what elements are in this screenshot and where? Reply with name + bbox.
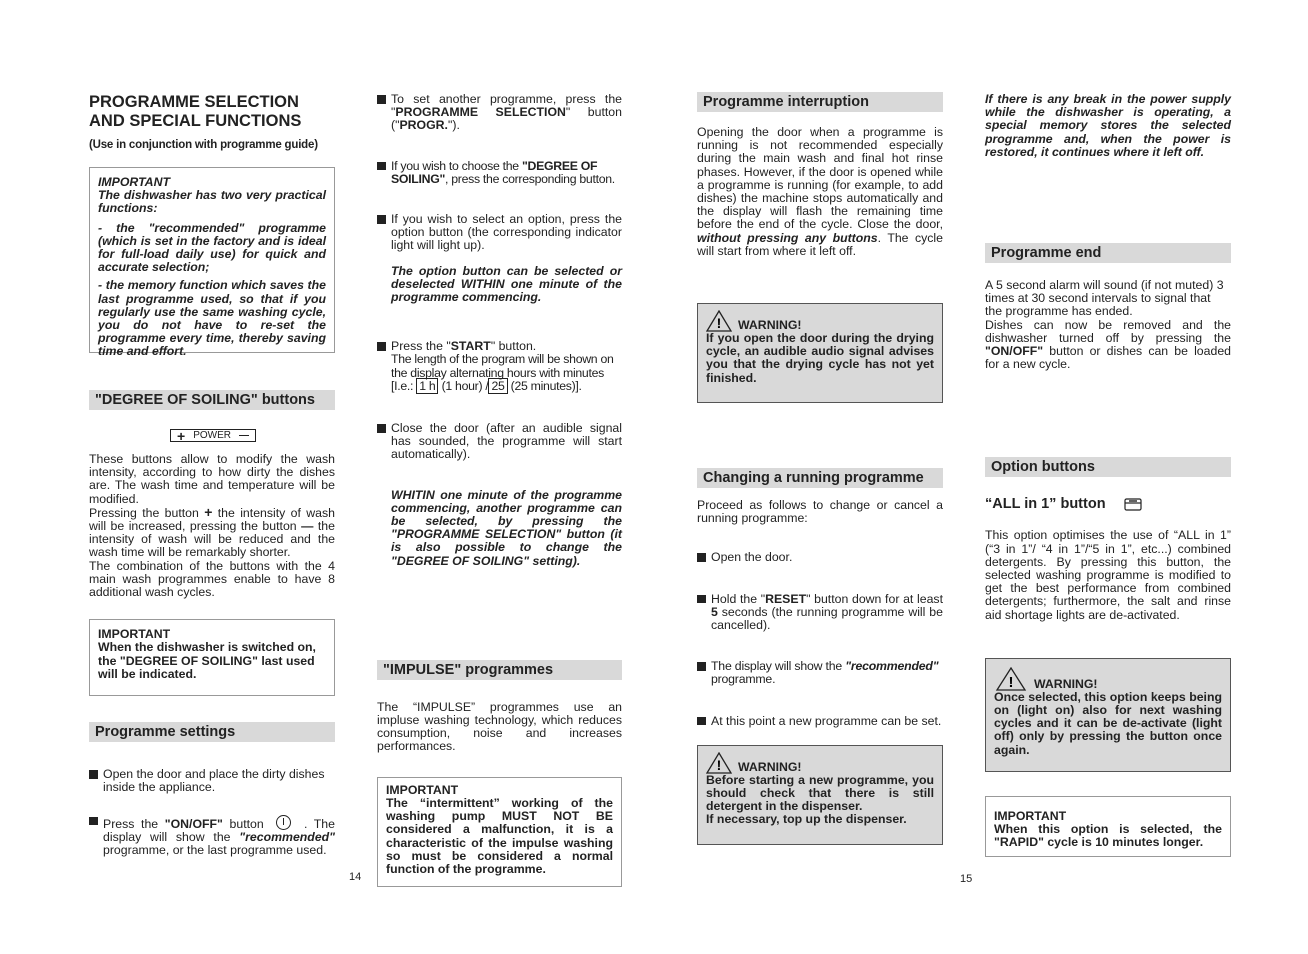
changing-text: Proceed as follows to change or cancel a running programme: [697,498,943,526]
warning-body-1: Before starting a new programme, you should check that there is still detergent in the dispenser. [706,772,934,814]
programme-selection-label: PROGRAMME SELECTION [395,105,566,120]
power-button-diagram [170,429,256,442]
power-break-note: If there is any break in the power supply while the dishwasher is operating, a special memory stores the selected programme and, when the power is restored, it continues where it left off. [985,92,1231,159]
changing-bullet-1: Open the door. [697,551,943,564]
changing-bullet-3 [697,660,943,686]
warning-head: WARNING! [738,317,802,332]
page-subtitle: (Use in conjunction with programme guide) [89,139,318,151]
start-label: START [450,339,491,354]
page-number-right: 15 [960,873,973,885]
settings-bullet-1: Open the door and place the dirty dishes inside the appliance. [89,768,335,794]
text: button or dishes can be loaded for a new cycle. [985,344,1232,372]
changing-heading: Changing a running programme [697,468,943,488]
seconds-value: 5 [711,604,718,619]
right-page-column-2 [985,93,1231,857]
svg-text:!: ! [1008,673,1014,691]
warning-body: If you open the door during the drying cycle, an audible audio signal advises you that the drying cycle has not yet finished. [706,331,934,385]
display-25: 25 [488,378,507,394]
end-text-1: A 5 second alarm will sound (if not muted) 3 times at 30 second intervals to signal that the programme has ended. [985,278,1224,319]
col2-bullet-5: Close the door (after an audible signal has sounded, the programme will start automatically). [377,422,622,462]
text: To set another programme, press the " [391,92,622,120]
svg-text:!: ! [716,756,722,773]
emphasis: without pressing any buttons [697,230,878,245]
impulse-heading: "IMPULSE" programmes [377,660,622,680]
important-box-impulse [377,777,622,887]
allin1-heading: “ALL in 1” button [985,496,1106,513]
col2-bullet-1 [377,93,622,133]
important-body: When the dishwasher is switched on, the "DEGREE OF SOILING" last used will be indicated. [98,640,316,681]
dishwasher-icon [1124,498,1142,511]
soiling-text-2a: Pressing the button [89,505,199,520]
display-1h: 1 h [416,378,438,394]
page-number-left: 14 [349,871,362,883]
interruption-text [697,126,943,258]
allin1-heading-row [985,496,1231,512]
text: , press the corresponding button. [445,171,615,186]
col2-bullet-2 [377,160,622,186]
title-line-2: AND SPECIAL FUNCTIONS [89,111,302,130]
changing-bullet-4: At this point a new programme can be set. [697,715,943,728]
text: Dishes can now be removed and the dishwasher turned off by pressing the [985,317,1231,345]
important-body: When this option is selected, the "RAPID" cycle is 10 minutes longer. [994,822,1222,850]
svg-text:!: ! [716,315,722,332]
warning-header [994,667,1222,691]
text: The display will show the [711,659,843,674]
soiling-text-1: These buttons allow to modify the wash intensity, according to how dirty the dishes are. The wash time and temperature will be modified. [89,452,335,506]
important-head: IMPORTANT [386,782,459,797]
left-page-column-1 [89,93,335,857]
onoff-label: "ON/OFF" [985,344,1044,359]
important-head: IMPORTANT [994,808,1067,823]
progr-label: PROGR. [399,118,448,133]
settings-bullet-2 [89,815,335,858]
degree-of-soiling-label: "DEGREE OF SOILING" [391,158,598,186]
option-heading: Option buttons [985,457,1231,477]
text: Press the [103,816,159,831]
text: Hold the " [711,591,766,606]
important-head: IMPORTANT [98,175,170,189]
text: seconds (the running programme will be cancelled). [711,604,943,633]
col2-bullet-3: If you wish to select an option, press the option button (the corresponding indicator light will light up). [377,213,622,253]
text: Opening the door when a programme is running is not recommended especially during the main wash and final hot rinse phases. However, if the door is opened while a programme is running (for example, to add dishes) the machine stops automatically and the display will flash the remaining time before the end of the cycle. Close the door, [697,125,943,232]
text: programme. [711,672,776,687]
title-line-1: PROGRAMME SELECTION [89,93,299,111]
warning-body-2: If necessary, top up the dispenser. [706,812,907,827]
end-heading: Programme end [985,243,1231,263]
important-box-functions [89,167,335,359]
text: . The display will show the [103,816,335,844]
text: Press the " [391,339,451,354]
important-head: IMPORTANT [98,627,171,642]
interruption-heading: Programme interruption [697,92,943,112]
important-box-rapid [985,796,1231,857]
important-box-soiling [89,619,335,696]
option-note: The option button can be selected or deselected WITHIN one minute of the programme commencing. [391,263,622,305]
warning-body: Once selected, this option keeps being on (light on) also for next washing cycles and it can be de-activate (light off) only by pressing the button once again. [994,689,1222,757]
changing-bullet-2 [697,593,943,633]
text: . The cycle will start from where it left off. [697,230,944,258]
end-text-2 [985,319,1231,372]
impulse-text: The “IMPULSE” programmes use an impluse washing technology, which reduces consumption, noise and increases performances. [377,699,622,754]
text: "). [447,118,460,133]
power-icon [276,815,291,830]
page-title [89,93,335,130]
text: If you wish to choose the [391,158,519,173]
warning-head: WARNING! [738,759,802,774]
onoff-label: "ON/OFF" [164,816,223,831]
soiling-text-3: The combination of the buttons with the 4 main wash programmes enable to have 8 additional wash cycles. [89,558,335,600]
important-item-2: - the memory function which saves the last programme used, so that if you regularly use the same washing cycle, you do not have to re-set the programme every time, thereby saving time and effort. [98,278,326,359]
text: " button (" [391,105,622,133]
soiling-heading: "DEGREE OF SOILING" buttons [89,390,335,410]
left-page-column-2 [377,93,622,887]
text: (1 hour) / [441,378,489,393]
text: programme, or the last programme used. [103,843,327,858]
minus-icon: — [239,430,249,441]
important-intro: The dishwasher has two very practical functions: [98,188,326,216]
warning-header [706,310,934,332]
soiling-text-2b: the intensity of wash will be increased, pressing the button [89,505,335,534]
warning-head: WARNING! [1034,676,1098,691]
warning-box-detergent [697,745,943,845]
plus-icon: + [204,503,213,520]
power-label: POWER [193,430,231,441]
important-body: The “intermittent” working of the washing pump MUST NOT BE considered a malfunction, it is a characteristic of the impulse washing so must be considered a normal function of the programme. [386,795,613,876]
recommended-label: "recommended" [239,829,335,844]
length-info [391,353,622,393]
col2-bullet-4 [377,340,622,393]
text: button [229,816,264,831]
warning-icon [706,310,732,332]
text: The length of the program will be shown on the display alternating hours with minutes [I.e.: [391,352,614,393]
warning-box-option [985,658,1231,772]
recommended-label: "recommended" [845,659,939,674]
allin1-text: This option optimises the use of “ALL in 1” (“3 in 1”/ “4 in 1”/“5 in 1”, etc...) combined detergents. By pressing this button, the selected washing programme is modified to get the best performance from combined detergents; furthermore, the salt and rinse aid shortage lights are de-activated. [985,528,1231,622]
minus-icon: — [301,519,314,534]
warning-icon [706,752,732,774]
right-page-column-1 [697,92,943,845]
warning-box-drying [697,303,943,403]
text: (25 minutes)]. [510,378,582,393]
text: " button. [490,339,537,354]
plus-icon: + [177,427,186,444]
settings-heading: Programme settings [89,722,335,742]
warning-header [706,752,934,774]
soiling-text-2c: the intensity of wash will be reduced and the wash time will be remarkably shorter. [89,519,335,560]
soiling-text-2 [89,503,335,560]
reset-label: RESET [765,591,807,606]
text: " button down for at least [806,591,943,606]
warning-icon [994,667,1028,691]
important-item-1: - the "recommended" programme (which is set in the factory and is ideal for full-load daily use) for quick and accurate selection; [98,220,326,275]
within-note: WHITIN one minute of the programme commencing, another programme can be selected, by pressing the "PROGRAMME SELECTION" button (it is also possible to change the "DEGREE OF SOILING" setting). [391,487,622,568]
